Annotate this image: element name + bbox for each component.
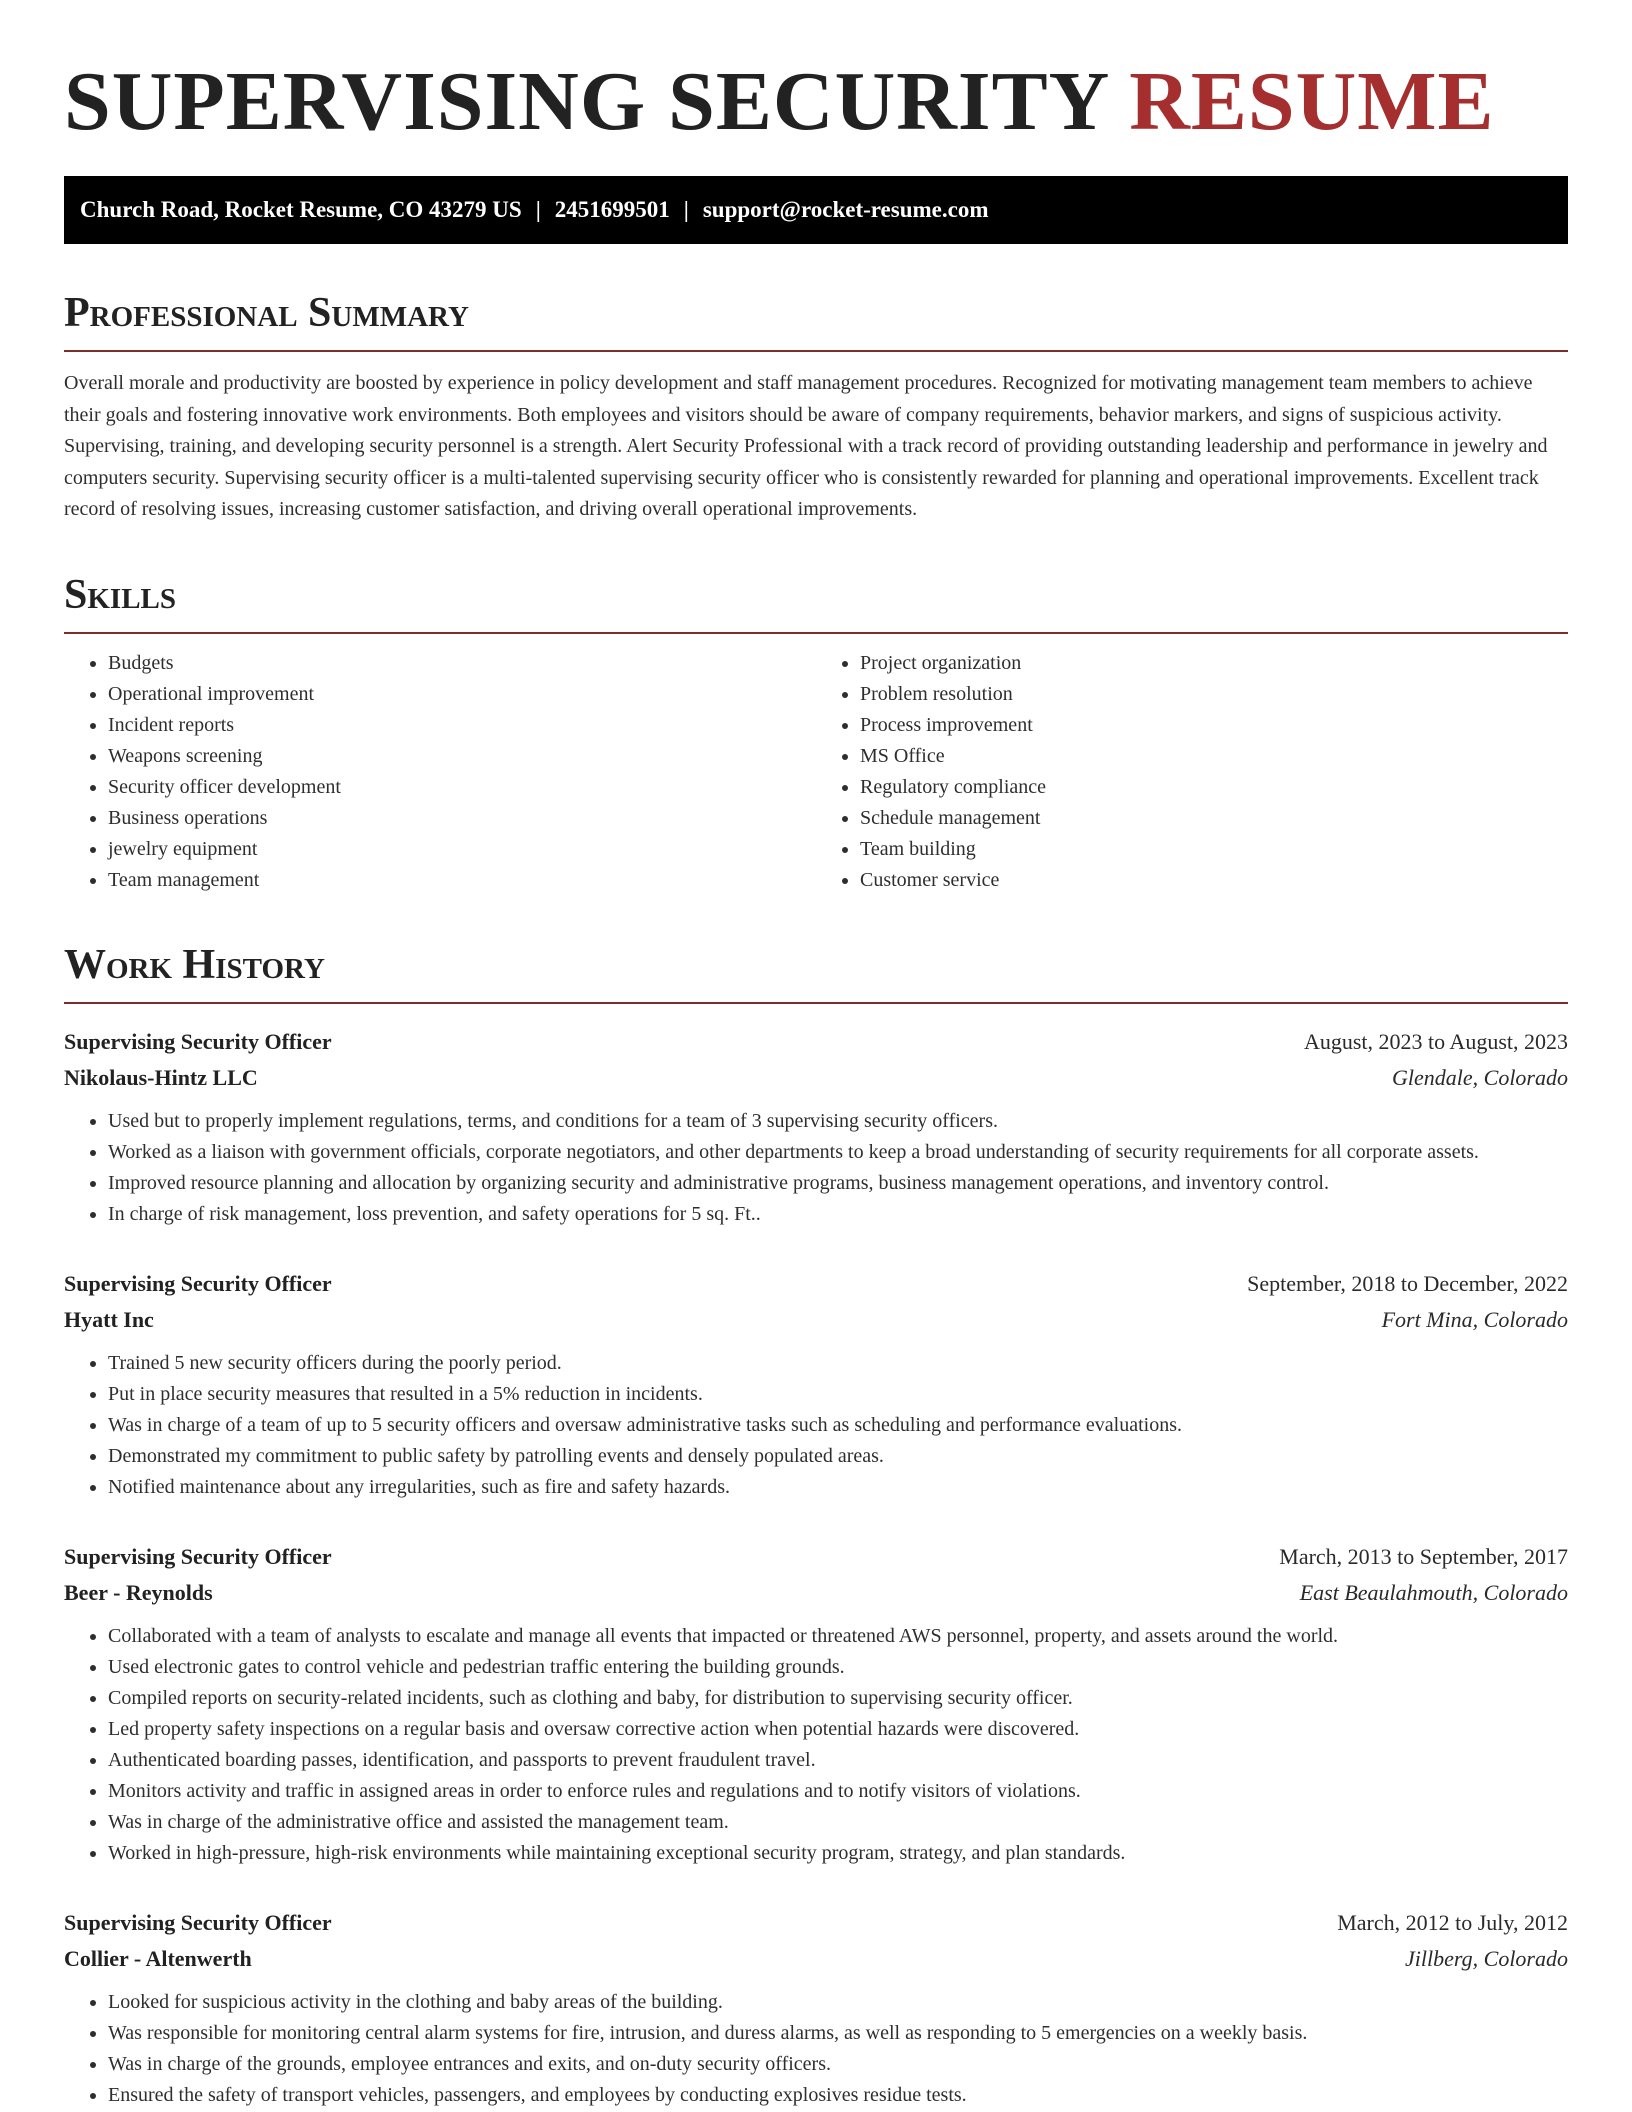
contact-separator: |: [535, 197, 541, 222]
job-header-row: [64, 1266, 1568, 1302]
skill-item: • Regulatory compliance: [860, 772, 1568, 803]
job-bullet: • In charge of risk management, loss prevention, and safety operations for 5 sq. Ft..: [108, 1199, 1568, 1230]
job-dates: September, 2018 to December, 2022: [1247, 1270, 1568, 1296]
skill-item: • Problem resolution: [860, 679, 1568, 710]
skill-item: • Customer service: [860, 865, 1568, 896]
job-bullet: • Used but to properly implement regulations, terms, and conditions for a team of 3 supervising security officers.: [108, 1106, 1568, 1137]
job-title: Supervising Security Officer: [64, 1543, 332, 1569]
job-header-row: [64, 1024, 1568, 1060]
skill-item: • Operational improvement: [108, 679, 816, 710]
job-bullet: • Monitors activity and traffic in assigned areas in order to enforce rules and regulations and to notify visitors of violations.: [108, 1776, 1568, 1807]
skill-item: • Team management: [108, 865, 816, 896]
job-title: Supervising Security Officer: [64, 1270, 332, 1296]
job-location: Glendale, Colorado: [1392, 1064, 1568, 1090]
job-bullet: • Looked for suspicious activity in the clothing and baby areas of the building.: [108, 1987, 1568, 2018]
skills-column-left: [64, 648, 816, 896]
job-bullet: • Was in charge of a team of up to 5 security officers and oversaw administrative tasks such as scheduling and performance evaluations.: [108, 1410, 1568, 1441]
job-entry: [64, 1266, 1568, 1503]
skill-item: • Security officer development: [108, 772, 816, 803]
job-title: Supervising Security Officer: [64, 1909, 332, 1935]
job-entry: [64, 1024, 1568, 1230]
contact-email[interactable]: support@rocket-resume.com: [702, 197, 989, 222]
skill-item: • Budgets: [108, 648, 816, 679]
contact-bar: [64, 176, 1568, 244]
job-header-row: [64, 1539, 1568, 1575]
job-bullets: [64, 1987, 1568, 2111]
resume-title: [64, 56, 1568, 148]
job-company: Beer - Reynolds: [64, 1579, 213, 1605]
job-bullet: • Worked in high-pressure, high-risk environments while maintaining exceptional security program, strategy, and plan standards.: [108, 1838, 1568, 1869]
job-bullet: • Led property safety inspections on a regular basis and oversaw corrective action when potential hazards were discovered.: [108, 1714, 1568, 1745]
job-entry: [64, 1905, 1568, 2111]
skill-item: • Schedule management: [860, 803, 1568, 834]
skills-heading: Skills: [64, 570, 1568, 634]
job-bullet: • Was responsible for monitoring central alarm systems for fire, intrusion, and duress alarms, as well as responding to 5 emergencies on a weekly basis.: [108, 2018, 1568, 2049]
summary-text: Overall morale and productivity are boosted by experience in policy development and staff management procedures. Recognized for motivating management team members to achieve their goals and fostering innovative work environments. Both employees and visitors should be aware of company requirements, behavior markers, and signs of suspicious activity. Supervising, training, and developing security personnel is a strength. Alert Security Professional with a track record of providing outstanding leadership and performance in jewelry and computers security. Supervising security officer is a multi-talented supervising security officer who is consistently rewarded for planning and operational improvements. Excellent track record of resolving issues, increasing customer satisfaction, and driving overall operational improvements.: [64, 372, 1548, 520]
title-accent: RESUME: [1129, 55, 1495, 148]
job-company: Nikolaus-Hintz LLC: [64, 1064, 258, 1090]
job-company: Collier - Altenwerth: [64, 1945, 252, 1971]
job-bullet: • Was in charge of the administrative office and assisted the management team.: [108, 1807, 1568, 1838]
skill-item: • Team building: [860, 834, 1568, 865]
job-bullet: • Authenticated boarding passes, identification, and passports to prevent fraudulent travel.: [108, 1745, 1568, 1776]
job-bullet: • Trained 5 new security officers during the poorly period.: [108, 1348, 1568, 1379]
job-location: Fort Mina, Colorado: [1381, 1306, 1568, 1332]
job-bullet: • Demonstrated my commitment to public safety by patrolling events and densely populated areas.: [108, 1441, 1568, 1472]
job-title: Supervising Security Officer: [64, 1028, 332, 1054]
job-bullet: • Notified maintenance about any irregularities, such as fire and safety hazards.: [108, 1472, 1568, 1503]
skills-column-right: [816, 648, 1568, 896]
skills-list: [64, 648, 1568, 896]
contact-separator: |: [683, 197, 689, 222]
title-main: SUPERVISING SECURITY: [64, 55, 1108, 148]
skill-item: • Project organization: [860, 648, 1568, 679]
summary-heading: Professional Summary: [64, 288, 1568, 352]
job-entry: [64, 1539, 1568, 1869]
job-bullet: • Put in place security measures that resulted in a 5% reduction in incidents.: [108, 1379, 1568, 1410]
job-bullet: • Used electronic gates to control vehicle and pedestrian traffic entering the building grounds.: [108, 1652, 1568, 1683]
skill-item: • Incident reports: [108, 710, 816, 741]
job-bullet: • Was in charge of the grounds, employee entrances and exits, and on-duty security officers.: [108, 2049, 1568, 2080]
job-bullet: • Improved resource planning and allocation by organizing security and administrative programs, business management operations, and inventory control.: [108, 1168, 1568, 1199]
job-company: Hyatt Inc: [64, 1306, 154, 1332]
job-location: East Beaulahmouth, Colorado: [1299, 1579, 1568, 1605]
job-dates: March, 2012 to July, 2012: [1337, 1909, 1568, 1935]
job-bullet: • Ensured the safety of transport vehicles, passengers, and employees by conducting explosives residue tests.: [108, 2080, 1568, 2111]
job-bullets: [64, 1621, 1568, 1869]
job-company-row: [64, 1060, 1568, 1096]
work-history-heading: Work History: [64, 940, 1568, 1004]
contact-address: Church Road, Rocket Resume, CO 43279 US: [80, 197, 522, 222]
job-bullets: [64, 1106, 1568, 1230]
skill-item: • jewelry equipment: [108, 834, 816, 865]
job-location: Jillberg, Colorado: [1405, 1945, 1568, 1971]
skill-item: • Business operations: [108, 803, 816, 834]
job-header-row: [64, 1905, 1568, 1941]
contact-phone[interactable]: 2451699501: [554, 197, 670, 222]
job-company-row: [64, 1575, 1568, 1611]
job-bullets: [64, 1348, 1568, 1503]
skill-item: • Weapons screening: [108, 741, 816, 772]
job-bullet: • Collaborated with a team of analysts to escalate and manage all events that impacted or threatened AWS personnel, property, and assets around the world.: [108, 1621, 1568, 1652]
job-company-row: [64, 1941, 1568, 1977]
job-company-row: [64, 1302, 1568, 1338]
job-dates: August, 2023 to August, 2023: [1303, 1028, 1568, 1054]
skill-item: • MS Office: [860, 741, 1568, 772]
job-bullet: • Compiled reports on security-related incidents, such as clothing and baby, for distribution to supervising security officer.: [108, 1683, 1568, 1714]
skill-item: • Process improvement: [860, 710, 1568, 741]
job-dates: March, 2013 to September, 2017: [1279, 1543, 1568, 1569]
job-bullet: • Worked as a liaison with government officials, corporate negotiators, and other departments to keep a broad understanding of security requirements for all corporate assets.: [108, 1137, 1568, 1168]
